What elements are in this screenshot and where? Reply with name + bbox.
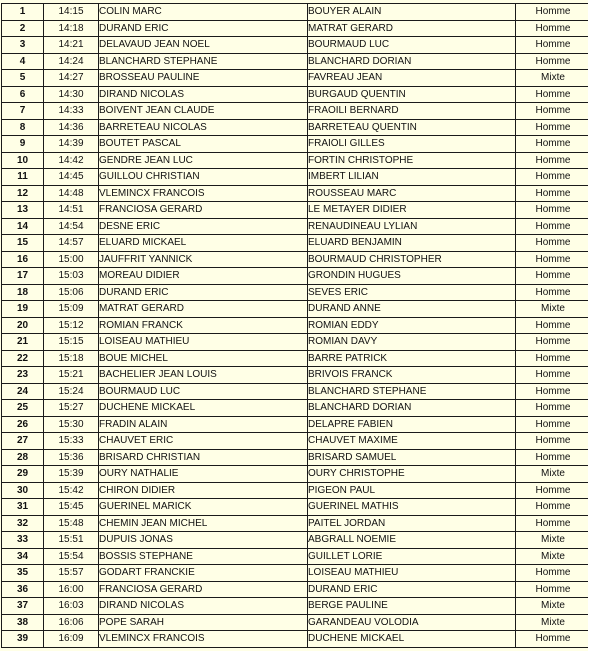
start-time-cell[interactable]: 14:24 [44,53,99,70]
player-one-cell[interactable]: BOUTET PASCAL [99,136,308,153]
player-two-cell[interactable]: CHAUVET MAXIME [308,433,516,450]
player-two-cell[interactable]: PIGEON PAUL [308,482,516,499]
category-cell[interactable]: Homme [516,136,591,153]
table-row [2,383,591,400]
player-two-cell[interactable]: DURAND ERIC [308,581,516,598]
start-time-cell[interactable]: 15:27 [44,400,99,417]
row-number-cell[interactable]: 12 [2,185,44,202]
row-number-cell[interactable]: 32 [2,515,44,532]
row-number-cell[interactable]: 14 [2,218,44,235]
table-row [2,284,591,301]
player-two-cell[interactable]: BRISARD SAMUEL [308,449,516,466]
category-cell[interactable]: Mixte [516,301,591,318]
row-number-cell[interactable]: 39 [2,631,44,648]
category-cell[interactable]: Homme [516,383,591,400]
player-one-cell[interactable]: CHIRON DIDIER [99,482,308,499]
player-one-cell[interactable]: GUERINEL MARICK [99,499,308,516]
category-cell[interactable]: Homme [516,268,591,285]
table-row [2,20,591,37]
row-number-cell[interactable]: 25 [2,400,44,417]
start-time-cell[interactable]: 16:03 [44,598,99,615]
row-number-cell[interactable]: 18 [2,284,44,301]
row-number-cell[interactable]: 35 [2,565,44,582]
category-cell[interactable]: Homme [516,565,591,582]
player-one-cell[interactable]: VLEMINCX FRANCOIS [99,185,308,202]
row-number-cell[interactable]: 30 [2,482,44,499]
category-cell[interactable]: Homme [516,86,591,103]
table-row [2,136,591,153]
row-number-cell[interactable]: 16 [2,251,44,268]
start-time-cell[interactable]: 14:57 [44,235,99,252]
player-one-cell[interactable]: GENDRE JEAN LUC [99,152,308,169]
player-two-cell[interactable]: BLANCHARD DORIAN [308,400,516,417]
table-row [2,185,591,202]
player-one-cell[interactable]: BARRETEAU NICOLAS [99,119,308,136]
start-time-cell[interactable]: 15:12 [44,317,99,334]
table-row [2,119,591,136]
player-two-cell[interactable]: DURAND ANNE [308,301,516,318]
row-number-cell[interactable]: 4 [2,53,44,70]
player-two-cell[interactable]: IMBERT LILIAN [308,169,516,186]
player-two-cell[interactable]: FRAOILI BERNARD [308,103,516,120]
start-time-cell[interactable]: 15:39 [44,466,99,483]
row-number-cell[interactable]: 26 [2,416,44,433]
start-time-cell[interactable]: 15:42 [44,482,99,499]
category-cell[interactable]: Mixte [516,70,591,87]
start-time-cell[interactable]: 15:18 [44,350,99,367]
row-number-cell[interactable]: 19 [2,301,44,318]
row-number-cell[interactable]: 23 [2,367,44,384]
row-number-cell[interactable]: 11 [2,169,44,186]
start-time-cell[interactable]: 15:48 [44,515,99,532]
table-row [2,548,591,565]
row-number-cell[interactable]: 3 [2,37,44,54]
table-row [2,565,591,582]
table-row [2,416,591,433]
table-row [2,202,591,219]
player-two-cell[interactable]: PAITEL JORDAN [308,515,516,532]
table-row [2,581,591,598]
start-time-cell[interactable]: 15:15 [44,334,99,351]
category-cell[interactable]: Mixte [516,532,591,549]
start-time-cell[interactable]: 15:24 [44,383,99,400]
category-cell[interactable]: Homme [516,185,591,202]
start-time-cell[interactable]: 14:15 [44,4,99,21]
page-margin [588,0,600,651]
category-cell[interactable]: Homme [516,37,591,54]
row-number-cell[interactable]: 21 [2,334,44,351]
start-time-cell[interactable]: 15:03 [44,268,99,285]
row-number-cell[interactable]: 37 [2,598,44,615]
table-row [2,317,591,334]
table-row [2,103,591,120]
row-number-cell[interactable]: 2 [2,20,44,37]
player-two-cell[interactable]: BRIVOIS FRANCK [308,367,516,384]
category-cell[interactable]: Mixte [516,548,591,565]
player-one-cell[interactable]: BACHELIER JEAN LOUIS [99,367,308,384]
row-number-cell[interactable]: 6 [2,86,44,103]
player-one-cell[interactable]: CHEMIN JEAN MICHEL [99,515,308,532]
table-row [2,614,591,631]
player-two-cell[interactable]: GARANDEAU VOLODIA [308,614,516,631]
category-cell[interactable]: Homme [516,103,591,120]
category-cell[interactable]: Homme [516,350,591,367]
table-row [2,152,591,169]
player-one-cell[interactable]: VLEMINCX FRANCOIS [99,631,308,648]
category-cell[interactable]: Homme [516,218,591,235]
table-row [2,86,591,103]
player-two-cell[interactable]: GRONDIN HUGUES [308,268,516,285]
category-cell[interactable]: Homme [516,631,591,648]
player-two-cell[interactable]: DELAPRE FABIEN [308,416,516,433]
start-time-cell[interactable]: 15:51 [44,532,99,549]
row-number-cell[interactable]: 1 [2,4,44,21]
row-number-cell[interactable]: 17 [2,268,44,285]
player-one-cell[interactable]: GODART FRANCKIE [99,565,308,582]
player-one-cell[interactable]: JAUFFRIT YANNICK [99,251,308,268]
table-row [2,449,591,466]
player-one-cell[interactable]: DUPUIS JONAS [99,532,308,549]
category-cell[interactable]: Mixte [516,466,591,483]
player-one-cell[interactable]: POPE SARAH [99,614,308,631]
start-time-cell[interactable]: 14:30 [44,86,99,103]
player-two-cell[interactable]: LOISEAU MATHIEU [308,565,516,582]
start-time-cell[interactable]: 15:45 [44,499,99,516]
table-row [2,169,591,186]
table-row [2,251,591,268]
player-two-cell[interactable]: BARRE PATRICK [308,350,516,367]
row-number-cell[interactable]: 9 [2,136,44,153]
start-time-cell[interactable]: 15:09 [44,301,99,318]
player-one-cell[interactable]: CHAUVET ERIC [99,433,308,450]
category-cell[interactable]: Homme [516,334,591,351]
start-time-cell[interactable]: 15:06 [44,284,99,301]
table-row [2,268,591,285]
row-number-cell[interactable]: 20 [2,317,44,334]
player-one-cell[interactable]: BRISARD CHRISTIAN [99,449,308,466]
player-one-cell[interactable]: COLIN MARC [99,4,308,21]
table-row [2,350,591,367]
table-row [2,598,591,615]
category-cell[interactable]: Homme [516,317,591,334]
start-time-cell[interactable]: 15:57 [44,565,99,582]
table-row [2,631,591,648]
category-cell[interactable]: Homme [516,20,591,37]
player-one-cell[interactable]: ELUARD MICKAEL [99,235,308,252]
start-time-cell[interactable]: 16:00 [44,581,99,598]
category-cell[interactable]: Homme [516,119,591,136]
player-two-cell[interactable]: ROMIAN DAVY [308,334,516,351]
table-row [2,301,591,318]
player-two-cell[interactable]: BOURMAUD CHRISTOPHER [308,251,516,268]
player-one-cell[interactable]: BROSSEAU PAULINE [99,70,308,87]
category-cell[interactable]: Homme [516,515,591,532]
player-two-cell[interactable]: BOUYER ALAIN [308,4,516,21]
category-cell[interactable]: Homme [516,581,591,598]
start-time-cell[interactable]: 16:06 [44,614,99,631]
category-cell[interactable]: Homme [516,367,591,384]
player-two-cell[interactable]: BLANCHARD DORIAN [308,53,516,70]
category-cell[interactable]: Homme [516,235,591,252]
table-row [2,218,591,235]
player-one-cell[interactable]: DURAND ERIC [99,284,308,301]
player-one-cell[interactable]: FRANCIOSA GERARD [99,581,308,598]
start-time-cell[interactable]: 14:48 [44,185,99,202]
player-one-cell[interactable]: DUCHENE MICKAEL [99,400,308,417]
player-two-cell[interactable]: GUERINEL MATHIS [308,499,516,516]
tee-time-table [1,3,591,648]
category-cell[interactable]: Homme [516,53,591,70]
player-one-cell[interactable]: BOUE MICHEL [99,350,308,367]
player-one-cell[interactable]: DIRAND NICOLAS [99,598,308,615]
row-number-cell[interactable]: 31 [2,499,44,516]
category-cell[interactable]: Homme [516,169,591,186]
player-one-cell[interactable]: DESNE ERIC [99,218,308,235]
start-time-cell[interactable]: 14:39 [44,136,99,153]
start-time-cell[interactable]: 15:30 [44,416,99,433]
category-cell[interactable]: Homme [516,251,591,268]
player-one-cell[interactable]: DIRAND NICOLAS [99,86,308,103]
player-two-cell[interactable]: BARRETEAU QUENTIN [308,119,516,136]
player-two-cell[interactable]: RENAUDINEAU LYLIAN [308,218,516,235]
category-cell[interactable]: Homme [516,416,591,433]
player-two-cell[interactable]: BLANCHARD STEPHANE [308,383,516,400]
player-two-cell[interactable]: SEVES ERIC [308,284,516,301]
start-time-cell[interactable]: 14:18 [44,20,99,37]
category-cell[interactable]: Mixte [516,598,591,615]
player-one-cell[interactable]: MOREAU DIDIER [99,268,308,285]
player-one-cell[interactable]: GUILLOU CHRISTIAN [99,169,308,186]
start-time-cell[interactable]: 14:33 [44,103,99,120]
player-two-cell[interactable]: ROUSSEAU MARC [308,185,516,202]
row-number-cell[interactable]: 36 [2,581,44,598]
player-one-cell[interactable]: ROMIAN FRANCK [99,317,308,334]
row-number-cell[interactable]: 5 [2,70,44,87]
row-number-cell[interactable]: 33 [2,532,44,549]
row-number-cell[interactable]: 22 [2,350,44,367]
player-one-cell[interactable]: BOURMAUD LUC [99,383,308,400]
table-row [2,400,591,417]
player-two-cell[interactable]: BERGE PAULINE [308,598,516,615]
table-row [2,367,591,384]
table-row [2,235,591,252]
table-row [2,499,591,516]
table-row [2,482,591,499]
category-cell[interactable]: Homme [516,400,591,417]
start-time-cell[interactable]: 15:36 [44,449,99,466]
player-one-cell[interactable]: BLANCHARD STEPHANE [99,53,308,70]
table-row [2,466,591,483]
table-row [2,37,591,54]
player-two-cell[interactable]: MATRAT GERARD [308,20,516,37]
row-number-cell[interactable]: 15 [2,235,44,252]
player-one-cell[interactable]: DURAND ERIC [99,20,308,37]
row-number-cell[interactable]: 38 [2,614,44,631]
start-time-cell[interactable]: 15:54 [44,548,99,565]
row-number-cell[interactable]: 24 [2,383,44,400]
start-time-cell[interactable]: 15:00 [44,251,99,268]
start-time-cell[interactable]: 14:27 [44,70,99,87]
category-cell[interactable]: Mixte [516,614,591,631]
player-two-cell[interactable]: GUILLET LORIE [308,548,516,565]
category-cell[interactable]: Homme [516,482,591,499]
start-time-cell[interactable]: 14:54 [44,218,99,235]
row-number-cell[interactable]: 7 [2,103,44,120]
player-two-cell[interactable]: BOURMAUD LUC [308,37,516,54]
start-time-cell[interactable]: 14:36 [44,119,99,136]
player-two-cell[interactable]: FRAIOLI GILLES [308,136,516,153]
category-cell[interactable]: Homme [516,202,591,219]
player-two-cell[interactable]: ROMIAN EDDY [308,317,516,334]
table-body [2,4,591,648]
player-one-cell[interactable]: BOIVENT JEAN CLAUDE [99,103,308,120]
table-row [2,4,591,21]
player-two-cell[interactable]: ELUARD BENJAMIN [308,235,516,252]
player-two-cell[interactable]: DUCHENE MICKAEL [308,631,516,648]
row-number-cell[interactable]: 10 [2,152,44,169]
table-row [2,70,591,87]
category-cell[interactable]: Homme [516,4,591,21]
table-row [2,532,591,549]
start-time-cell[interactable]: 14:42 [44,152,99,169]
player-one-cell[interactable]: FRADIN ALAIN [99,416,308,433]
start-time-cell[interactable]: 16:09 [44,631,99,648]
table-row [2,515,591,532]
category-cell[interactable]: Homme [516,152,591,169]
row-number-cell[interactable]: 29 [2,466,44,483]
player-one-cell[interactable]: BOSSIS STEPHANE [99,548,308,565]
player-two-cell[interactable]: LE METAYER DIDIER [308,202,516,219]
player-one-cell[interactable]: MATRAT GERARD [99,301,308,318]
start-time-cell[interactable]: 15:21 [44,367,99,384]
row-number-cell[interactable]: 28 [2,449,44,466]
category-cell[interactable]: Homme [516,284,591,301]
player-two-cell[interactable]: BURGAUD QUENTIN [308,86,516,103]
category-cell[interactable]: Homme [516,433,591,450]
player-two-cell[interactable]: ABGRALL NOEMIE [308,532,516,549]
category-cell[interactable]: Homme [516,499,591,516]
player-one-cell[interactable]: OURY NATHALIE [99,466,308,483]
row-number-cell[interactable]: 8 [2,119,44,136]
player-one-cell[interactable]: FRANCIOSA GERARD [99,202,308,219]
player-two-cell[interactable]: FORTIN CHRISTOPHE [308,152,516,169]
start-time-cell[interactable]: 14:45 [44,169,99,186]
start-time-cell[interactable]: 15:33 [44,433,99,450]
player-one-cell[interactable]: LOISEAU MATHIEU [99,334,308,351]
player-two-cell[interactable]: FAVREAU JEAN [308,70,516,87]
start-time-cell[interactable]: 14:51 [44,202,99,219]
row-number-cell[interactable]: 27 [2,433,44,450]
row-number-cell[interactable]: 34 [2,548,44,565]
player-two-cell[interactable]: OURY CHRISTOPHE [308,466,516,483]
category-cell[interactable]: Homme [516,449,591,466]
table-row [2,334,591,351]
table-row [2,433,591,450]
player-one-cell[interactable]: DELAVAUD JEAN NOEL [99,37,308,54]
table-row [2,53,591,70]
row-number-cell[interactable]: 13 [2,202,44,219]
start-time-cell[interactable]: 14:21 [44,37,99,54]
